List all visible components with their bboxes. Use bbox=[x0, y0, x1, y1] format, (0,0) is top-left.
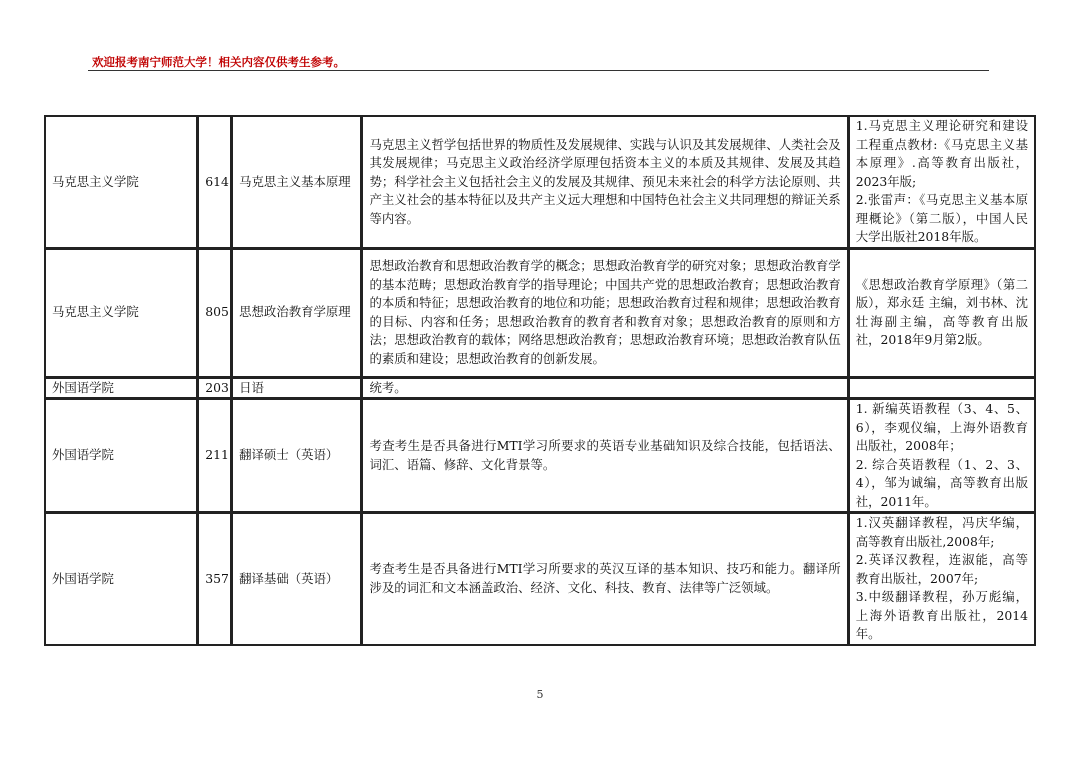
code-cell: 805 bbox=[197, 248, 231, 377]
table-row bbox=[45, 377, 1035, 399]
subject-cell: 思想政治教育学原理 bbox=[231, 248, 361, 377]
reference-item: 1. 新编英语教程（3、4、5、6），李观仪编，上海外语教育出版社，2008年； bbox=[855, 401, 1028, 453]
reference-item: 2.张雷声：《马克思主义基本原理概论》（第二版），中国人民大学出版社2018年版。 bbox=[855, 192, 1028, 244]
page-number: 5 bbox=[536, 688, 544, 701]
references-cell bbox=[848, 398, 1035, 512]
subject-cell: 翻译硕士（英语） bbox=[231, 398, 361, 512]
description-cell: 马克思主义哲学包括世界的物质性及发展规律、实践与认识及其发展规律、人类社会及其发展规律；马克思主义政治经济学原理包括资本主义的本质及其规律、发展及其趋势；科学社会主义包括社会主义的发展及其规律、预见未来社会的科学方法论原则、共产主义社会的基本特征以及共产主义远大理想和中国特色社会主义共同理想的辩证关系等内容。 bbox=[361, 116, 847, 248]
table-row bbox=[45, 398, 1035, 512]
references-cell bbox=[848, 512, 1035, 645]
references-cell bbox=[848, 116, 1035, 248]
school-cell: 外国语学院 bbox=[45, 398, 197, 512]
references-cell bbox=[848, 248, 1035, 377]
school-cell: 外国语学院 bbox=[45, 512, 197, 645]
code-cell: 211 bbox=[197, 398, 231, 512]
code-cell: 203 bbox=[197, 377, 231, 399]
description-cell: 统考。 bbox=[361, 377, 847, 399]
school-cell: 马克思主义学院 bbox=[45, 116, 197, 248]
reference-item: 《思想政治教育学原理》（第二版），郑永廷 主编，刘书林、沈壮海副主编，高等教育出版社，2018年9月第2版。 bbox=[855, 276, 1028, 347]
code-cell: 614 bbox=[197, 116, 231, 248]
table-row bbox=[45, 116, 1035, 248]
table-row bbox=[45, 512, 1035, 645]
code-cell: 357 bbox=[197, 512, 231, 645]
description-cell: 考查考生是否具备进行MTI学习所要求的英语专业基础知识及综合技能，包括语法、词汇、语篇、修辞、文化背景等。 bbox=[361, 398, 847, 512]
table-row bbox=[45, 248, 1035, 377]
description-cell: 思想政治教育和思想政治教育学的概念；思想政治教育学的研究对象；思想政治教育学的基本范畴；思想政治教育学的指导理论；中国共产党的思想政治教育；思想政治教育的本质和特征；思想政治教育的地位和功能；思想政治教育过程和规律；思想政治教育的目标、内容和任务；思想政治教育的教育者和教育对象；思想政治教育的原则和方法；思想政治教育的载体；网络思想政治教育；思想政治教育环境；思想政治教育队伍的素质和建设；思想政治教育的创新发展。 bbox=[361, 248, 847, 377]
reference-item: 2. 综合英语教程（1、2、3、4），邹为诚编，高等教育出版社，2011年。 bbox=[855, 456, 1028, 509]
subject-cell: 翻译基础（英语） bbox=[231, 512, 361, 645]
subject-cell: 日语 bbox=[231, 377, 361, 399]
references-cell bbox=[848, 377, 1035, 399]
header-rule bbox=[88, 70, 989, 71]
subject-cell: 马克思主义基本原理 bbox=[231, 116, 361, 248]
reference-item: 2.英译汉教程，连淑能，高等教育出版社，2007年; bbox=[855, 552, 1028, 586]
header-note: 欢迎报考南宁师范大学！相关内容仅供考生参考。 bbox=[92, 55, 345, 69]
description-cell: 考查考生是否具备进行MTI学习所要求的英汉互译的基本知识、技巧和能力。翻译所涉及的词汇和文本涵盖政治、经济、文化、科技、教育、法律等广泛领域。 bbox=[361, 512, 847, 645]
school-cell: 马克思主义学院 bbox=[45, 248, 197, 377]
exam-subjects-table bbox=[44, 115, 1036, 646]
school-cell: 外国语学院 bbox=[45, 377, 197, 399]
reference-item: 1.马克思主义理论研究和建设工程重点教材:《马克思主义基本原理》.高等教育出版社，2023年版; bbox=[855, 118, 1028, 189]
reference-item: 1.汉英翻译教程，冯庆华编，高等教育出版社,2008年; bbox=[855, 515, 1028, 549]
reference-item: 3.中级翻译教程，孙万彪编，上海外语教育出版社，2014年。 bbox=[855, 589, 1028, 641]
